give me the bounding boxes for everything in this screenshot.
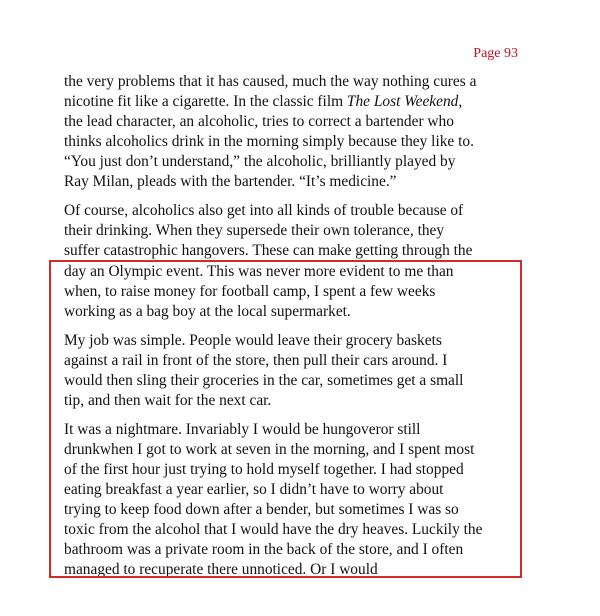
text-line: thinks alcoholics drink in the morning simply because they like to. <box>64 133 474 150</box>
text-line: My job was simple. People would leave their grocery baskets <box>64 332 442 349</box>
text-line: “You just don’t understand,” the alcoholic, brilliantly played by <box>64 153 456 170</box>
text-line: the lead character, an alcoholic, tries to correct a bartender who <box>64 113 454 130</box>
text-line: when, to raise money for football camp, I spent a few weeks <box>64 283 436 300</box>
text-line: eating breakfast a year earlier, so I didn’t have to worry about <box>64 481 444 498</box>
text-line: Ray Milan, pleads with the bartender. “It’s medicine.” <box>64 173 397 190</box>
text-line: would then sling their groceries in the car, sometimes get a small <box>64 372 464 389</box>
page-number: Page 93 <box>473 46 518 61</box>
text-line: toxic from the alcohol that I would have the dry heaves. Luckily the <box>64 521 483 538</box>
text-line: against a rail in front of the store, then pull their cars around. I <box>64 352 448 369</box>
text-line: suffer catastrophic hangovers. These can make getting through the <box>64 242 473 259</box>
text-line: bathroom was a private room in the back of the store, and I often <box>64 541 464 558</box>
text-line <box>64 92 462 112</box>
text-line: of the first hour just trying to hold myself together. I had stopped <box>64 461 464 478</box>
text-line-segment: nicotine fit like a cigarette. In the classic film <box>64 93 347 110</box>
text-line: drunkwhen I got to work at seven in the morning, and I spent most <box>64 441 475 458</box>
text-line: trying to keep food down after a bender, but sometimes I was so <box>64 501 459 518</box>
text-line: day an Olympic event. This was never more evident to me than <box>64 263 454 280</box>
text-line: the very problems that it has caused, much the way nothing cures a <box>64 73 477 90</box>
text-line: tip, and then wait for the next car. <box>64 392 272 409</box>
film-title: The Lost Weekend, <box>346 93 463 110</box>
text-line: managed to recuperate there unnoticed. Or I would <box>64 561 378 578</box>
text-line: their drinking. When they supersede their own tolerance, they <box>64 222 445 239</box>
text-line: working as a bag boy at the local supermarket. <box>64 303 351 320</box>
text-line: Of course, alcoholics also get into all kinds of trouble because of <box>64 202 464 219</box>
text-line: It was a nightmare. Invariably I would be hungoveror still <box>64 421 421 438</box>
